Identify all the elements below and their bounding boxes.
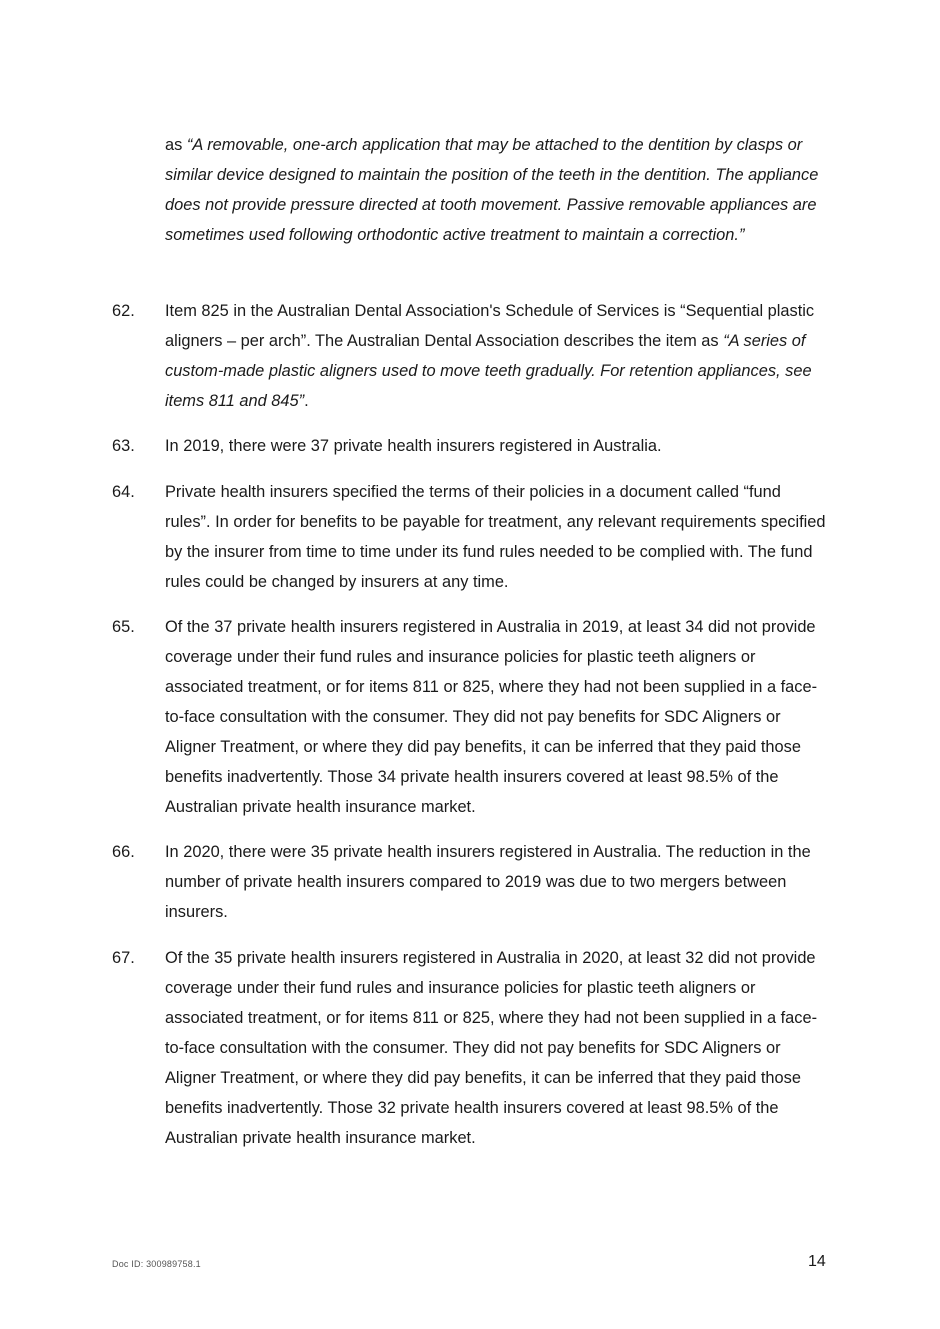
paragraph-text: In 2020, there were 35 private health insurers registered in Australia. The reduction in the number of private health insurers compared to 2019 was due to two mergers between insurers. [165, 843, 811, 921]
paragraph-number: 65. [112, 618, 135, 636]
paragraph-text: Private health insurers specified the terms of their policies in a document called “fund rules”. In order for benefits to be payable for treatment, any relevant requirements specified by the insurer from time to time under its fund rules needed to be complied with. The fund rules could be changed by insurers at any time. [165, 483, 826, 591]
paragraph-number: 62. [112, 302, 135, 320]
paragraph-number: 66. [112, 843, 135, 861]
continuation-paragraph [165, 130, 830, 250]
continuation-lead: as [165, 136, 187, 154]
paragraph-text-quote: “A series of custom-made plastic aligners used to move teeth gradually. For retention appliances, see items 811 and 845” [165, 332, 812, 410]
page-number: 14 [808, 1253, 826, 1270]
footer-doc-id: Doc ID: 300989758.1 [112, 1259, 201, 1269]
paragraph-number: 67. [112, 949, 135, 967]
paragraph-text-plain: Item 825 in the Australian Dental Association's Schedule of Services is “Sequential plastic aligners – per arch”. The Australian Dental Association describes the item as [165, 302, 815, 350]
paragraph-number: 63. [112, 437, 135, 455]
paragraph-text-end: . [304, 392, 309, 410]
paragraph-text: Of the 35 private health insurers registered in Australia in 2020, at least 32 did not provide coverage under their fund rules and insurance policies for plastic teeth aligners or associated treatment, or for items 811 or 825, where they had not been supplied in a face-to-face consultation with the consumer. They did not pay benefits for SDC Aligners or Aligner Treatment, or where they did pay benefits, it can be inferred that they paid those benefits inadvertently. Those 32 private health insurers covered at least 98.5% of the Australian private health insurance market. [165, 949, 818, 1147]
paragraph-number: 64. [112, 483, 135, 501]
continuation-quote: “A removable, one-arch application that may be attached to the dentition by clasps or similar device designed to maintain the position of the teeth in the dentition. The appliance does not provide pressure directed at tooth movement. Passive removable appliances are sometimes used following orthodontic active treatment to maintain a correction.” [165, 136, 819, 244]
paragraph-text: In 2019, there were 37 private health insurers registered in Australia. [165, 437, 662, 455]
paragraph-text [165, 296, 830, 416]
paragraph-text: Of the 37 private health insurers registered in Australia in 2019, at least 34 did not provide coverage under their fund rules and insurance policies for plastic teeth aligners or associated treatment, or for items 811 or 825, where they had not been supplied in a face-to-face consultation with the consumer. They did not pay benefits for SDC Aligners or Aligner Treatment, or where they did pay benefits, it can be inferred that they paid those benefits inadvertently. Those 34 private health insurers covered at least 98.5% of the Australian private health insurance market. [165, 618, 818, 816]
